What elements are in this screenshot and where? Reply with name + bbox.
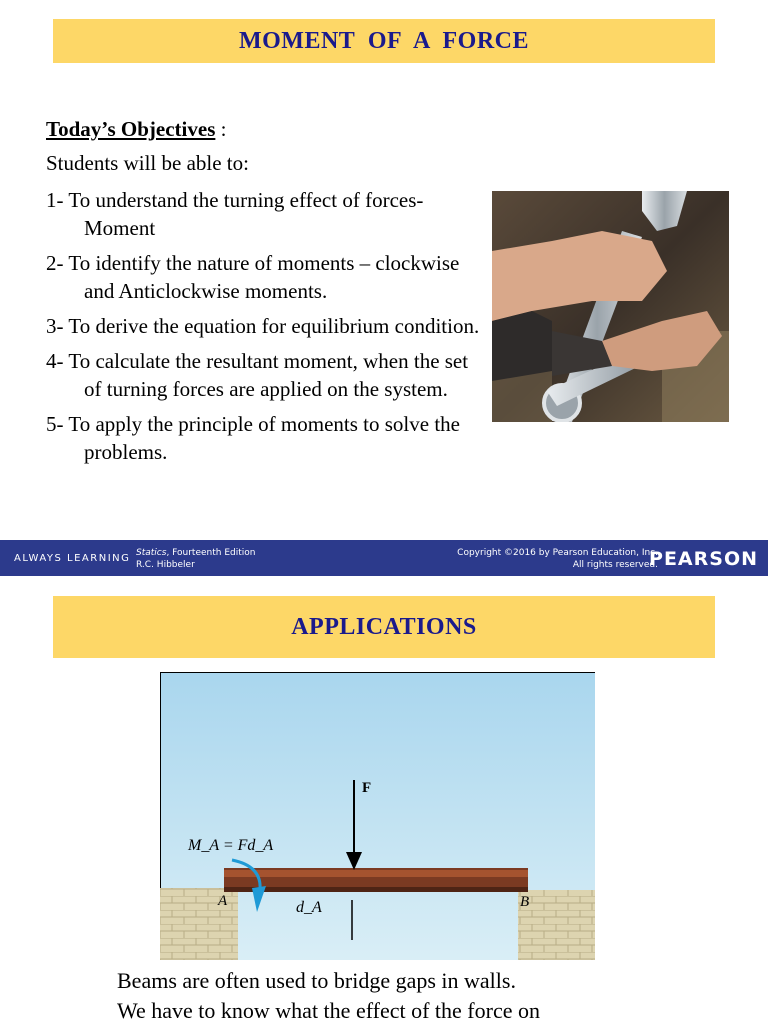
applications-title-text: APPLICATIONS: [291, 613, 477, 640]
caption-line-2: We have to know what the effect of the force on: [117, 998, 540, 1023]
pearson-logo: PEARSON: [649, 548, 758, 570]
objective-item: 5- To apply the principle of moments to solve the problems.: [46, 412, 460, 464]
objective-item: 1- To understand the turning effect of forces- Moment: [46, 188, 424, 240]
moment-equation-label: M_A = Fd_A: [188, 837, 274, 854]
footer-book-title: Statics: [136, 548, 167, 558]
footer-copyright: [457, 547, 658, 571]
footer-book-info: [136, 547, 255, 571]
objectives-heading: [46, 117, 226, 142]
slide-title: [53, 19, 715, 63]
force-label: F: [362, 780, 372, 796]
objective-item: 2- To identify the nature of moments – clockwise and Anticlockwise moments.: [46, 251, 460, 303]
wrench-photo: [492, 191, 729, 422]
objective-item: 4- To calculate the resultant moment, when the set of turning forces are applied on the system.: [46, 349, 469, 401]
objective-item: 3- To derive the equation for equilibrium condition.: [46, 314, 480, 338]
objectives-intro: Students will be able to:: [46, 151, 249, 175]
point-b-label: B: [520, 894, 530, 910]
footer-rights-text: All rights reserved.: [572, 560, 658, 570]
footer-copyright-text: Copyright ©2016 by Pearson Education, Inc.: [457, 548, 658, 558]
objectives-colon: :: [215, 117, 227, 141]
footer-always-learning: ALWAYS LEARNING: [14, 553, 131, 564]
applications-title: [53, 596, 715, 658]
distance-label: d_A: [296, 899, 322, 916]
footer-bar: [0, 540, 768, 576]
applications-caption: [117, 966, 540, 1026]
objectives-list: [46, 186, 486, 473]
point-a-label: A: [218, 893, 228, 909]
footer-book-edition: , Fourteenth Edition: [166, 548, 256, 558]
footer-author: R.C. Hibbeler: [136, 560, 195, 570]
caption-line-1: Beams are often used to bridge gaps in walls.: [117, 968, 516, 993]
objectives-heading-text: Today’s Objectives: [46, 117, 216, 141]
beam-figure: [160, 672, 595, 960]
slide-title-text: MOMENT OF A FORCE: [238, 27, 529, 54]
